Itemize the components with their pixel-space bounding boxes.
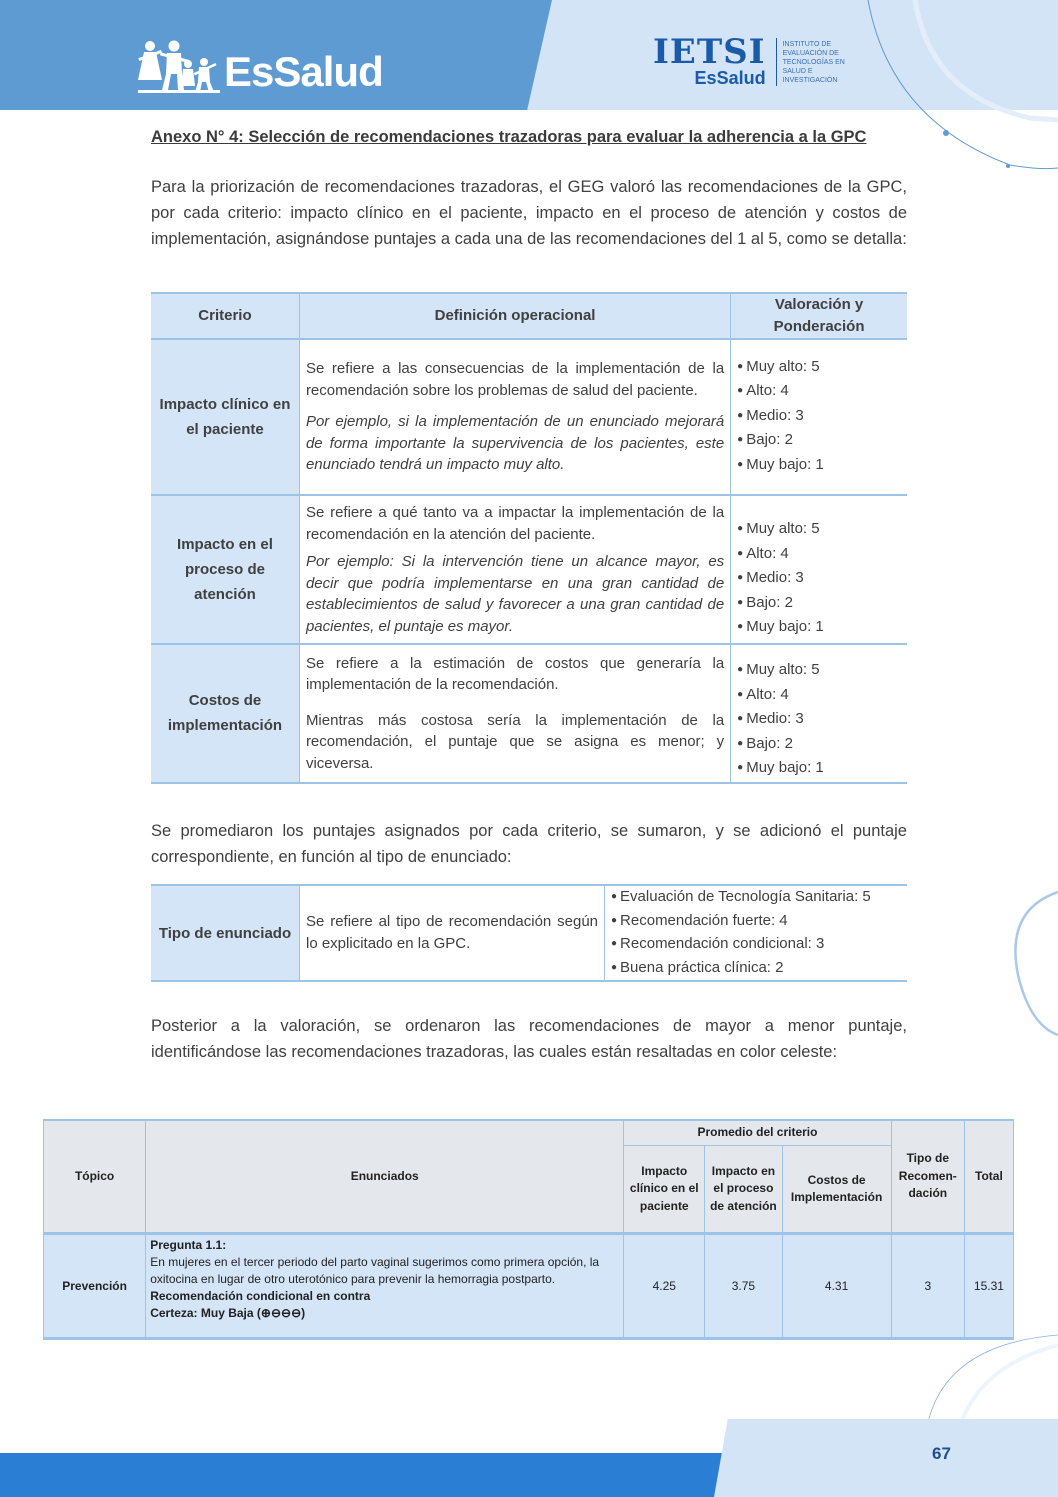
ietsi-essalud-wordmark: EsSalud: [694, 68, 766, 88]
header-costos: Costos de Implementación: [782, 1146, 891, 1234]
criteria-row: [151, 644, 907, 783]
header-valoracion: Valoración y Ponderación: [731, 293, 907, 339]
row-tipo: 3: [891, 1234, 964, 1339]
criterio-values: ● Muy alto: 5 ● Alto: 4 ● Medio: 3 ● Bajo: 2 ● Muy bajo: 1: [731, 495, 907, 644]
intro-paragraph: Para la priorización de recomendaciones trazadoras, el GEG valoró las recomendaciones de la GPC, por cada criterio: impacto clínico en el paciente, impacto en el proceso de atención y costos de implementación, asignándose puntajes a cada una de las recomendaciones del 1 al 5, como se detalla:: [151, 178, 907, 248]
row-costos: 4.31: [782, 1234, 891, 1339]
page-number: 67: [932, 1444, 951, 1463]
criterio-label: Impacto en el proceso de atención: [151, 495, 299, 644]
essalud-wordmark: EsSalud: [224, 48, 383, 95]
essalud-logo: [138, 36, 383, 94]
footer-band-light: [714, 1419, 1058, 1497]
statement-type-definition: Se refiere al tipo de recomendación según lo explicitado en la GPC.: [300, 885, 605, 981]
criteria-row: [151, 339, 907, 495]
criterio-values: ● Muy alto: 5 ● Alto: 4 ● Medio: 3 ● Bajo: 2 ● Muy bajo: 1: [731, 644, 907, 783]
ietsi-institute-name: INSTITUTO DE EVALUACIÓN DE TECNOLOGÍAS EN SALUD E INVESTIGACIÓN: [782, 40, 845, 84]
ietsi-wordmark: IETSI: [653, 32, 766, 72]
criterio-values: ● Muy alto: 5 ● Alto: 4 ● Medio: 3 ● Bajo: 2 ● Muy bajo: 1: [731, 339, 907, 495]
header-criterio: Criterio: [151, 293, 299, 339]
criteria-row: [151, 495, 907, 644]
row-enunciado: Pregunta 1.1: En mujeres en el tercer periodo del parto vaginal sugerimos como primera opción, la oxitocina en lugar de otro uterotónico para prevenir la hemorragia postparto. Recomendación condicional en contra Certeza: Muy Baja (⊕⊖⊖⊖): [146, 1234, 624, 1339]
header-definicion: Definición operacional: [299, 293, 730, 339]
criterio-definition: Se refiere a qué tanto va a impactar la implementación de la recomendación en la atención del paciente. Por ejemplo: Si la intervención tiene un alcance mayor, es decir que podría implementarse en una gran cantidad de establecimientos de salud y favorecer a una gran cantidad de pacientes, el puntaje es mayor.: [299, 495, 730, 644]
row-topico: Prevención: [44, 1234, 146, 1339]
criterio-definition: Se refiere a las consecuencias de la implementación de la recomendación sobre los problemas de salud del paciente. Por ejemplo, si la implementación de un enunciado mejorará de forma importante la supervivencia de los pacientes, este enunciado tendrá un impacto muy alto.: [299, 339, 730, 495]
header-promedio: Promedio del criterio: [624, 1120, 892, 1146]
row-impacto-proceso: 3.75: [705, 1234, 782, 1339]
criteria-table: [151, 292, 907, 784]
recommendations-table: [43, 1119, 1014, 1340]
header-topico: Tópico: [44, 1120, 146, 1234]
statement-type-values: ● Evaluación de Tecnología Sanitaria: 5 ● Recomendación fuerte: 4 ● Recomendación condicional: 3 ● Buena práctica clínica: 2: [605, 885, 908, 981]
criterio-label: Costos de implementación: [151, 644, 299, 783]
annex-title: Anexo N° 4: Selección de recomendaciones trazadoras para evaluar la adherencia a la GPC: [151, 128, 867, 146]
ietsi-separator: [776, 38, 777, 86]
statement-type-table: [151, 884, 907, 982]
row-total: 15.31: [964, 1234, 1013, 1339]
header-enunciados: Enunciados: [146, 1120, 624, 1234]
statement-type-label: Tipo de enunciado: [151, 885, 300, 981]
ietsi-logo: [653, 32, 845, 88]
header-impacto-clinico: Impacto clínico en el paciente: [624, 1146, 705, 1234]
ordering-paragraph: Posterior a la valoración, se ordenaron las recomendaciones de mayor a menor puntaje, identificándose las recomendaciones trazadoras, las cuales están resaltadas en color celeste:: [151, 1017, 907, 1061]
criterio-label: Impacto clínico en el paciente: [151, 339, 299, 495]
scoring-paragraph: Se promediaron los puntajes asignados por cada criterio, se sumaron, y se adicionó el puntaje correspondiente, en función al tipo de enunciado:: [151, 822, 907, 866]
header-total: Total: [964, 1120, 1013, 1234]
header-tipo: Tipo de Recomen-dación: [891, 1120, 964, 1234]
header-impacto-proceso: Impacto en el proceso de atención: [705, 1146, 782, 1234]
family-figures-icon: [138, 40, 220, 94]
criterio-definition: Se refiere a la estimación de costos que generaría la implementación de la recomendación. Mientras más costosa sería la implementación de la recomendación, el puntaje que se asigna es menor; y viceversa.: [299, 644, 730, 783]
table-row: [44, 1234, 1014, 1339]
row-impacto-clinico: 4.25: [624, 1234, 705, 1339]
